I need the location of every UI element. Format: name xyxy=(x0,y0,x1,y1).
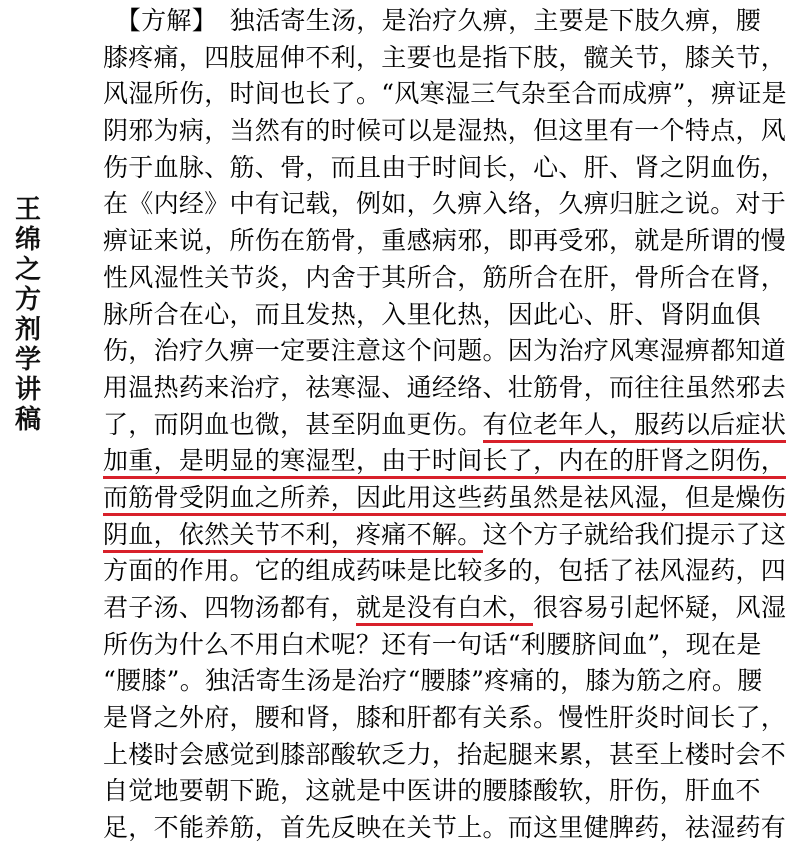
text-line xyxy=(103,3,773,40)
text-line xyxy=(103,810,787,847)
running-head-vertical xyxy=(8,195,48,435)
text-line xyxy=(103,553,787,590)
text-segment: 这个方子就给我们提示了这 xyxy=(482,519,787,549)
text-line xyxy=(103,590,787,627)
text-segment: 君子汤、四物汤都有， xyxy=(103,593,357,622)
text-segment: 所伤为什么不用白术呢？还有一句话“利腰脐间血”，现在是 xyxy=(103,629,762,659)
text-line xyxy=(103,443,787,480)
text-line xyxy=(103,737,787,774)
underlined-text: 加重，是明显的寒湿型，由于时间长了，内在的肝肾之阴伤， xyxy=(103,446,786,479)
text-line xyxy=(103,517,787,554)
text-segment: 用温热药来治疗，祛寒湿、通经络、壮筋骨，而往往虽然邪去 xyxy=(103,372,787,402)
body-text xyxy=(103,3,787,847)
text-segment: 上楼时会感觉到膝部酸软乏力，抬起腿来累，甚至上楼时会不 xyxy=(103,739,787,769)
running-head-char: 绵 xyxy=(14,225,41,255)
text-segment: 足，不能养筋，首先反映在关节上。而这里健脾药，祛湿药有 xyxy=(103,813,787,843)
running-head-char: 学 xyxy=(14,345,41,375)
underlined-text: 有位老年人，服药以后症状 xyxy=(483,410,787,443)
text-line xyxy=(103,150,787,187)
text-segment: “腰膝”。独活寄生汤是治疗“腰膝”疼痛的，膝为筋之府。腰 xyxy=(103,666,763,696)
text-segment: 自觉地要朝下跪，这就是中医讲的腰膝酸软，肝伤，肝血不 xyxy=(103,776,761,806)
running-head-char: 稿 xyxy=(14,405,41,435)
text-segment: 脉所合在心，而且发热，入里化热，因此心、肝、肾阴血俱 xyxy=(103,299,761,329)
text-segment: 在《内经》中有记载，例如，久痹入络，久痹归脏之说。对于 xyxy=(103,189,787,219)
text-line xyxy=(103,297,773,334)
text-line xyxy=(103,700,787,737)
text-line xyxy=(103,76,787,113)
text-line xyxy=(103,333,787,370)
text-segment: 伤，治疗久痹一定要注意这个问题。因为治疗风寒湿痹都知道 xyxy=(103,336,787,366)
text-line xyxy=(103,370,787,407)
running-head-char: 剂 xyxy=(14,315,41,345)
text-line xyxy=(103,773,773,810)
running-head-char: 讲 xyxy=(14,375,41,405)
text-line xyxy=(103,663,773,700)
running-head-char: 方 xyxy=(14,285,41,315)
text-segment: 膝疼痛，四肢屈伸不利，主要也是指下肢，髋关节，膝关节， xyxy=(103,42,787,72)
text-segment: 很容易引起怀疑，风湿 xyxy=(533,593,787,622)
underlined-text: 就是没有白术， xyxy=(356,593,533,626)
text-segment: 方面的作用。它的组成药味是比较多的，包括了祛风湿药，四 xyxy=(103,556,787,586)
underlined-text: 阴血，依然关节不利，疼痛不解。 xyxy=(103,520,483,553)
running-head-char: 之 xyxy=(14,255,41,285)
text-line xyxy=(103,260,787,297)
text-segment: 是肾之外府，腰和肾，膝和肝都有关系。慢性肝炎时间长了， xyxy=(103,703,787,733)
text-segment: 阴邪为病，当然有的时候可以是湿热，但这里有一个特点，风 xyxy=(103,116,787,146)
text-segment: 痹证来说，所伤在筋骨，重感病邪，即再受邪，就是所谓的慢 xyxy=(103,226,787,256)
text-segment: 伤于血脉、筋、骨，而且由于时间长，心、肝、肾之阴血伤， xyxy=(103,152,787,182)
text-line xyxy=(103,407,787,444)
text-line xyxy=(103,186,787,223)
text-segment: 性风湿性关节炎，内舍于其所合，筋所合在肝，骨所合在肾， xyxy=(103,262,787,292)
underlined-text: 而筋骨受阴血之所养，因此用这些药虽然是祛风湿，但是燥伤 xyxy=(103,483,786,516)
text-segment: 【方解】 独活寄生汤，是治疗久痹，主要是下肢久痹，腰 xyxy=(103,6,762,35)
running-head-char: 王 xyxy=(14,195,41,225)
text-line xyxy=(103,40,787,77)
text-line xyxy=(103,480,787,517)
text-line xyxy=(103,113,787,150)
text-segment: 风湿所伤，时间也长了。“风寒湿三气杂至合而成痹”，痹证是 xyxy=(103,79,787,109)
text-line xyxy=(103,627,773,664)
text-line xyxy=(103,223,787,260)
text-segment: 了，而阴血也微，甚至阴血更伤。 xyxy=(103,409,483,439)
